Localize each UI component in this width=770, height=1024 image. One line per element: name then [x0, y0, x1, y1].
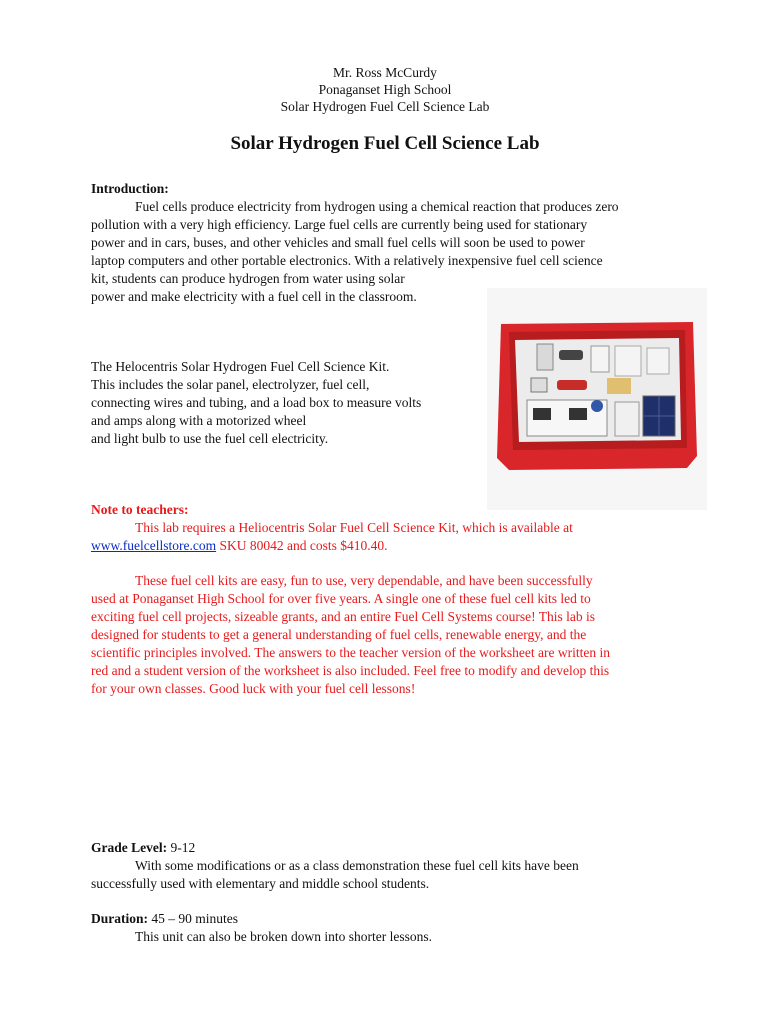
teachers-note-heading: Note to teachers:: [91, 502, 189, 517]
grade-level-section: [91, 839, 683, 893]
duration-label: Duration:: [91, 911, 148, 926]
teachers-note-section: [91, 501, 683, 555]
teachers-line: exciting fuel cell projects, sizeable grants, and an entire Fuel Cell Systems course! This lab is: [91, 609, 595, 624]
duration-row: [91, 910, 683, 928]
grade-level-value: 9-12: [167, 840, 196, 855]
teachers-paragraph-2: [91, 572, 683, 698]
kit-line: The Helocentris Solar Hydrogen Fuel Cell Science Kit.: [91, 359, 390, 374]
page-title: Solar Hydrogen Fuel Cell Science Lab: [230, 133, 540, 154]
kit-line: This includes the solar panel, electrolyzer, fuel cell,: [91, 377, 370, 392]
grade-level-row: [91, 839, 683, 857]
teachers-text: These fuel cell kits are easy, fun to use, very dependable, and have been successfully: [135, 573, 593, 588]
teachers-line: used at Ponaganset High School for over five years. A single one of these fuel cell kits led to: [91, 591, 591, 606]
intro-text: Fuel cells produce electricity from hydrogen using a chemical reaction that produces zero: [135, 199, 619, 214]
document-header: [0, 64, 770, 115]
kit-description: [91, 358, 481, 448]
kit-line: and amps along with a motorized wheel: [91, 413, 307, 428]
fuel-cell-kit-photo: [487, 288, 707, 510]
grade-line: [91, 857, 683, 875]
teachers-line: scientific principles involved. The answers to the teacher version of the worksheet are written in: [91, 645, 610, 660]
duration-line: [91, 928, 683, 946]
teachers-line: designed for students to get a general understanding of fuel cells, renewable energy, and the: [91, 627, 587, 642]
duration-section: [91, 910, 683, 946]
grade-text: With some modifications or as a class demonstration these fuel cell kits have been: [135, 858, 579, 873]
teachers-line: [91, 537, 683, 555]
subtitle-line: Solar Hydrogen Fuel Cell Science Lab: [280, 99, 490, 114]
duration-text: This unit can also be broken down into shorter lessons.: [135, 929, 432, 944]
fuelcellstore-link[interactable]: www.fuelcellstore.com: [91, 538, 217, 553]
intro-line: power and in cars, buses, and other vehicles and small fuel cells will soon be used to power: [91, 235, 585, 250]
intro-line: laptop computers and other portable electronics. With a relatively inexpensive fuel cell science: [91, 253, 603, 268]
kit-illustration: [487, 288, 707, 510]
teachers-line: red and a student version of the worksheet is also included. Feel free to modify and develop this: [91, 663, 610, 678]
teachers-text: This lab requires a Heliocentris Solar Fuel Cell Science Kit, which is available at: [135, 520, 573, 535]
kit-line: connecting wires and tubing, and a load box to measure volts: [91, 395, 422, 410]
grade-line: successfully used with elementary and middle school students.: [91, 876, 430, 891]
duration-value: 45 – 90 minutes: [148, 911, 238, 926]
teachers-line: [91, 519, 683, 537]
intro-line: pollution with a very high efficiency. Large fuel cells are currently being used for stationary: [91, 217, 588, 232]
school-line: Ponaganset High School: [318, 82, 452, 97]
intro-line: [91, 198, 683, 216]
author-line: Mr. Ross McCurdy: [333, 65, 437, 80]
introduction-heading: Introduction:: [91, 181, 169, 196]
teachers-line: [91, 572, 683, 590]
teachers-text: SKU 80042 and costs $410.40.: [216, 538, 388, 553]
grade-level-label: Grade Level:: [91, 840, 168, 855]
intro-line: power and make electricity with a fuel cell in the classroom.: [91, 289, 417, 304]
intro-line: kit, students can produce hydrogen from water using solar: [91, 271, 405, 286]
teachers-line: for your own classes. Good luck with your fuel cell lessons!: [91, 681, 416, 696]
kit-line: and light bulb to use the fuel cell electricity.: [91, 431, 329, 446]
